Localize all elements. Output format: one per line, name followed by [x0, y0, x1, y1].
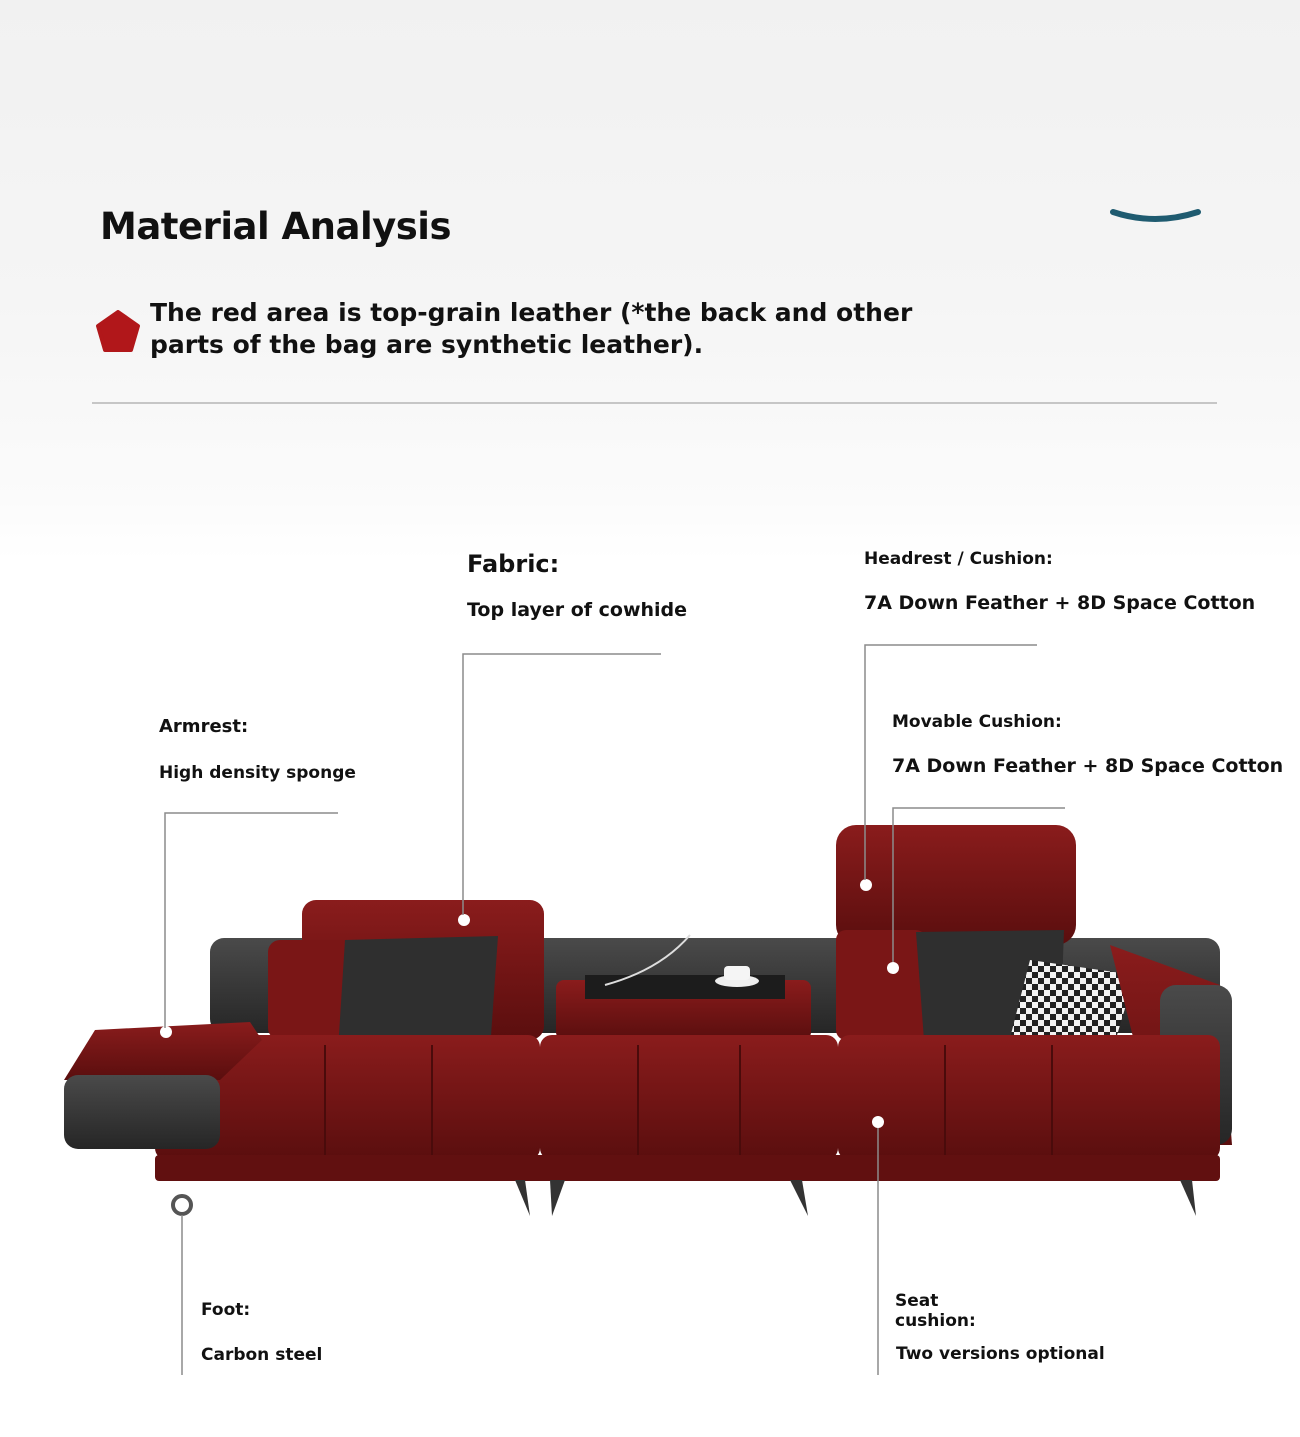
fabric-value: Top layer of cowhide	[467, 599, 688, 621]
pentagon-icon	[96, 310, 140, 354]
foot-value: Carbon steel	[201, 1345, 323, 1365]
foot-label: Foot:	[201, 1300, 251, 1320]
seat-cushion-value: Two versions optional	[896, 1344, 1105, 1364]
movable-cushion-label: Movable Cushion:	[892, 712, 1062, 732]
wave-icon	[1110, 204, 1202, 226]
headrest-label: Headrest / Cushion:	[864, 549, 1053, 569]
fabric-label: Fabric:	[467, 550, 560, 578]
leather-note: The red area is top-grain leather (*the back and other parts of the bag are synthetic leather).	[150, 298, 913, 359]
page-title: Material Analysis	[100, 205, 452, 248]
seat-cushion-label-line1: Seat	[895, 1291, 939, 1311]
seat-cushion-label-line2: cushion:	[895, 1311, 976, 1331]
movable-cushion-value: 7A Down Feather + 8D Space Cotton	[892, 755, 1284, 777]
headrest-value: 7A Down Feather + 8D Space Cotton	[864, 592, 1256, 614]
divider	[92, 402, 1217, 404]
sofa-illustration	[40, 800, 1270, 1240]
armrest-value: High density sponge	[159, 763, 356, 783]
armrest-label: Armrest:	[159, 716, 249, 737]
